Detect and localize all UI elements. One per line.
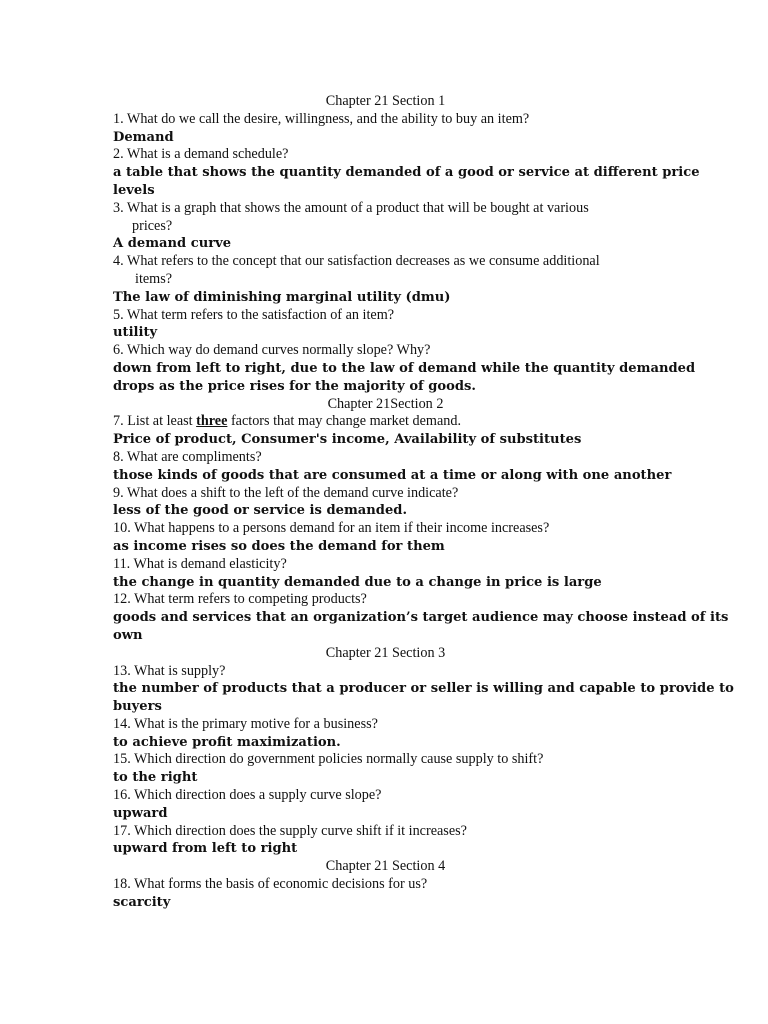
answer-7: Price of product, Consumer's income, Availability of substitutes (113, 432, 582, 448)
answer-4: The law of diminishing marginal utility (dmu) (113, 289, 451, 305)
question-13: 13. What is supply? (113, 662, 226, 679)
answer-3: A demand curve (113, 236, 232, 252)
answer-5: utility (113, 325, 158, 341)
question-1: 1. What do we call the desire, willingness, and the ability to buy an item? (113, 110, 530, 127)
answer-1: Demand (113, 129, 174, 145)
emphasis-three: three (196, 413, 228, 430)
question-15: 15. Which direction do government policies normally cause supply to shift? (113, 751, 544, 768)
question-18: 18. What forms the basis of economic decisions for us? (113, 876, 428, 893)
question-4-line-2: items? (135, 270, 173, 287)
worksheet-page (113, 93, 734, 912)
answer-6-line-1: down from left to right, due to the law of demand while the quantity demanded (113, 360, 696, 376)
section-heading: Chapter 21 Section 1 (325, 93, 446, 109)
answer-6-line-2: drops as the price rises for the majority of goods. (113, 378, 476, 394)
answer-9: less of the good or service is demanded. (113, 503, 408, 519)
question-8: 8. What are compliments? (113, 448, 262, 465)
answer-15: to the right (113, 770, 198, 786)
answer-13-line-1: the number of products that a producer or seller is willing and capable to provide to (113, 681, 734, 697)
question-17: 17. Which direction does the supply curve shift if it increases? (113, 822, 467, 839)
answer-16: upward (113, 805, 168, 821)
answer-13-line-2: buyers (113, 699, 162, 715)
answer-14: to achieve profit maximization. (113, 734, 341, 750)
question-7-suffix: factors that may change market demand. (227, 413, 461, 430)
question-16: 16. Which direction does a supply curve slope? (113, 787, 382, 804)
answer-12-line-2: own (113, 627, 143, 643)
answer-8: those kinds of goods that are consumed at a time or along with one another (113, 467, 672, 483)
question-3-line-1: 3. What is a graph that shows the amount of a product that will be bought at various (113, 199, 589, 216)
answer-12-line-1: goods and services that an organization’s target audience may choose instead of its (113, 610, 729, 626)
section-heading: Chapter 21 Section 3 (325, 644, 446, 661)
question-5: 5. What term refers to the satisfaction of an item? (113, 306, 395, 323)
answer-2-line-2: levels (113, 182, 155, 198)
question-6: 6. Which way do demand curves normally slope? Why? (113, 342, 431, 359)
section-heading: Chapter 21 Section 4 (325, 858, 446, 875)
answer-18: scarcity (113, 894, 171, 910)
answer-17: upward from left to right (113, 841, 298, 857)
answer-10: as income rises so does the demand for them (113, 538, 445, 554)
question-12: 12. What term refers to competing products? (113, 591, 367, 608)
question-7 (113, 413, 658, 431)
question-9: 9. What does a shift to the left of the demand curve indicate? (113, 484, 459, 501)
answer-2-line-1: a table that shows the quantity demanded of a good or service at different price (113, 165, 700, 181)
question-7-prefix: 7. List at least (113, 413, 197, 430)
question-14: 14. What is the primary motive for a business? (113, 715, 378, 732)
question-11: 11. What is demand elasticity? (113, 555, 287, 572)
question-4-line-1: 4. What refers to the concept that our satisfaction decreases as we consume additional (113, 253, 600, 270)
question-3-line-2: prices? (132, 217, 173, 234)
section-heading: Chapter 21Section 2 (327, 395, 444, 412)
question-10: 10. What happens to a persons demand for an item if their income increases? (113, 520, 550, 537)
question-2: 2. What is a demand schedule? (113, 146, 289, 163)
answer-11: the change in quantity demanded due to a change in price is large (113, 574, 602, 590)
